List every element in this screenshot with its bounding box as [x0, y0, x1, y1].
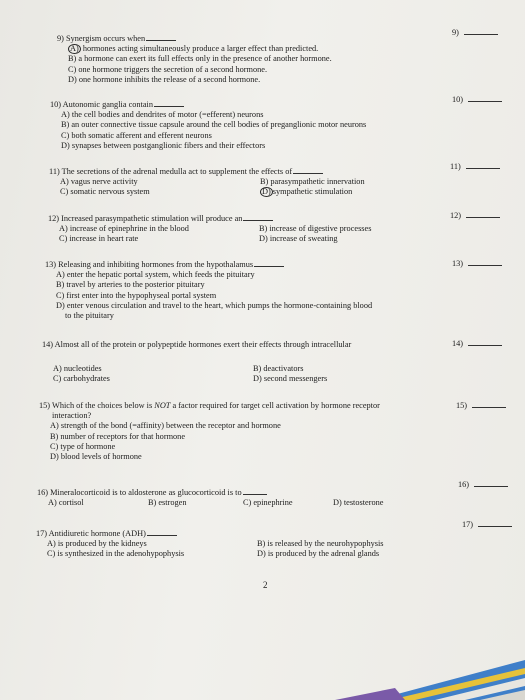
option-a[interactable]: A) hormones acting simultaneously produce a larger effect than predicted.	[70, 44, 319, 54]
option-a[interactable]: A) enter the hepatic portal system, which feeds the pituitary	[56, 270, 255, 280]
question-15	[39, 401, 380, 462]
option-c[interactable]: C) epinephrine	[243, 498, 293, 508]
question-stem: 9) Synergism occurs when	[57, 34, 146, 43]
option-a[interactable]: A) the cell bodies and dendrites of motor (=efferent) neurons	[61, 110, 264, 120]
question-9	[57, 33, 332, 85]
question-stem-continued: interaction?	[52, 411, 92, 421]
question-stem: 17) Antidiuretic hormone (ADH)	[36, 529, 146, 538]
option-c[interactable]: C) increase in heart rate	[59, 234, 139, 244]
answer-blank-17[interactable]: 17)	[462, 519, 512, 529]
option-d[interactable]: D) blood levels of hormone	[50, 452, 142, 462]
option-c[interactable]: C) both somatic afferent and efferent neurons	[61, 130, 212, 140]
option-b[interactable]: B) travel by arteries to the posterior pituitary	[56, 280, 205, 290]
option-a[interactable]: A) cortisol	[48, 498, 84, 508]
option-d[interactable]: D) sympathetic stimulation	[262, 187, 353, 197]
question-11	[49, 166, 400, 198]
answer-blank-15[interactable]: 15)	[456, 400, 506, 410]
answer-blank-12[interactable]: 12)	[450, 210, 500, 220]
question-13	[45, 259, 372, 321]
option-c[interactable]: C) is synthesized in the adenohypophysis	[47, 549, 185, 559]
option-b[interactable]: B) number of receptors for that hormone	[50, 431, 186, 441]
option-c[interactable]: C) one hormone triggers the secretion of a second hormone.	[68, 64, 268, 74]
question-stem: 10) Autonomic ganglia contain	[50, 100, 153, 109]
option-d[interactable]: D) testosterone	[333, 498, 384, 508]
option-b[interactable]: B) parasympathetic innervation	[260, 177, 365, 187]
option-b[interactable]: B) a hormone can exert its full effects only in the presence of another hormone.	[68, 54, 332, 64]
answer-blank-16[interactable]: 16)	[458, 479, 508, 489]
question-16	[37, 487, 433, 508]
option-a[interactable]: A) vagus nerve activity	[60, 177, 138, 187]
option-d[interactable]: D) increase of sweating	[259, 234, 338, 244]
question-14	[42, 340, 393, 385]
option-c[interactable]: C) carbohydrates	[53, 374, 110, 384]
answer-blank-14[interactable]: 14)	[452, 338, 502, 348]
page-number: 2	[263, 580, 268, 590]
option-b[interactable]: B) estrogen	[148, 498, 187, 508]
question-stem: 15) Which of the choices below is NOT a factor required for target cell activation by hormone receptor	[39, 401, 380, 410]
option-d[interactable]: D) synapses between postganglionic fibers and their effectors	[61, 140, 266, 150]
option-c[interactable]: C) somatic nervous system	[60, 187, 150, 197]
question-stem: 13) Releasing and inhibiting hormones from the hypothalamus	[45, 260, 254, 269]
option-d-continued: to the pituitary	[65, 311, 114, 321]
option-b[interactable]: B) deactivators	[253, 364, 304, 374]
option-b[interactable]: B) increase of digestive processes	[259, 224, 372, 234]
option-d[interactable]: D) one hormone inhibits the release of a second hormone.	[68, 74, 261, 84]
desk-object-photo	[335, 640, 525, 700]
option-b[interactable]: B) an outer connective tissue capsule around the cell bodies of preganglionic motor neurons	[61, 120, 367, 130]
question-12	[48, 213, 399, 245]
question-stem: 12) Increased parasympathetic stimulation will produce an	[48, 214, 243, 223]
question-stem: 11) The secretions of the adrenal medulla act to supplement the effects of	[49, 167, 293, 176]
option-a[interactable]: A) increase of epinephrine in the blood	[59, 224, 189, 234]
question-10	[50, 99, 366, 151]
option-a[interactable]: A) strength of the bond (=affinity) between the receptor and hormone	[50, 421, 281, 431]
question-stem: 16) Mineralocorticoid is to aldosterone as glucocorticoid is to	[37, 488, 242, 497]
question-stem: 14) Almost all of the protein or polypeptide hormones exert their effects through intracellular	[42, 340, 352, 349]
option-a[interactable]: A) is produced by the kidneys	[47, 539, 147, 549]
option-a[interactable]: A) nucleotides	[53, 364, 102, 374]
question-17	[36, 528, 417, 560]
option-d[interactable]: D) enter venous circulation and travel to the heart, which pumps the hormone-containing blood	[56, 300, 373, 310]
answer-blank-11[interactable]: 11)	[450, 161, 500, 171]
answer-blank-9[interactable]: 9)	[452, 27, 498, 37]
option-b[interactable]: B) is released by the neurohypophysis	[257, 539, 384, 549]
option-c[interactable]: C) type of hormone	[50, 441, 116, 451]
option-c[interactable]: C) first enter into the hypophyseal portal system	[56, 290, 217, 300]
option-d[interactable]: D) second messengers	[253, 374, 328, 384]
answer-blank-13[interactable]: 13)	[452, 258, 502, 268]
answer-blank-10[interactable]: 10)	[452, 94, 502, 104]
option-d[interactable]: D) is produced by the adrenal glands	[257, 549, 380, 559]
